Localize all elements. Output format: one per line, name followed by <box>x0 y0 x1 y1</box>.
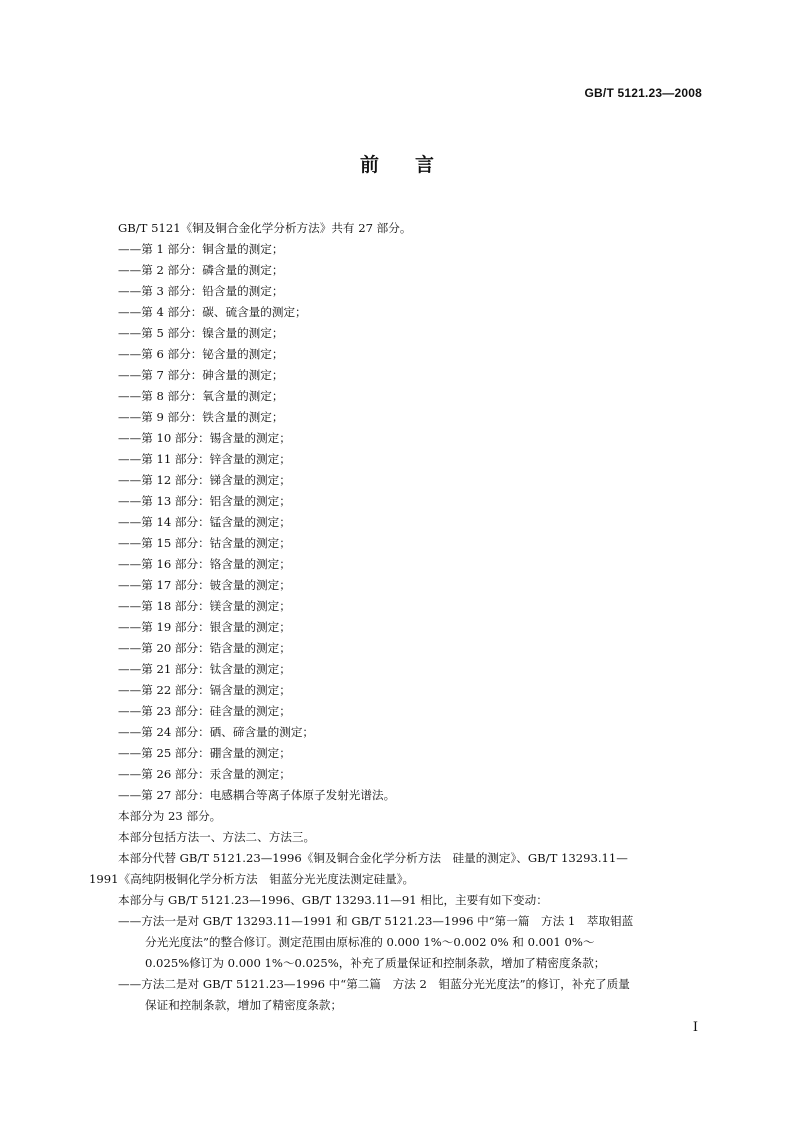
list-item: ——第 27 部分：电感耦合等离子体原子发射光谱法。 <box>118 788 396 802</box>
list-item: ——第 24 部分：硒、碲含量的测定； <box>118 725 315 739</box>
list-item: ——第 6 部分：铋含量的测定； <box>118 347 284 361</box>
list-item: ——第 11 部分：锌含量的测定； <box>118 452 291 466</box>
list-item: ——第 13 部分：铝含量的测定； <box>118 494 291 508</box>
list-item: ——第 1 部分：铜含量的测定； <box>118 242 284 256</box>
intro-line: GB/T 5121《铜及铜合金化学分析方法》共有 27 部分。 <box>118 221 412 235</box>
list-item: ——第 19 部分：银含量的测定； <box>118 620 291 634</box>
paragraph-changes: 本部分与 GB/T 5121.23—1996、GB/T 13293.11—91 相比，主要有如下变动： <box>118 893 548 907</box>
list-item: ——第 15 部分：钴含量的测定； <box>118 536 291 550</box>
document-body <box>89 218 707 1016</box>
change-item-1: ——方法一是对 GB/T 13293.11—1991 和 GB/T 5121.23—1996 中“第一篇 方法 1 萃取钼蓝 <box>118 914 634 928</box>
list-item: ——第 8 部分：氧含量的测定； <box>118 389 284 403</box>
list-item: ——第 25 部分：硼含量的测定； <box>118 746 291 760</box>
list-item: ——第 17 部分：铍含量的测定； <box>118 578 291 592</box>
list-item: ——第 9 部分：铁含量的测定； <box>118 410 284 424</box>
paragraph-replaces-cont: 1991《高纯阴极铜化学分析方法 钼蓝分光光度法测定硅量》。 <box>89 872 415 886</box>
list-item: ——第 2 部分：磷含量的测定； <box>118 263 284 277</box>
change-item-2: ——方法二是对 GB/T 5121.23—1996 中“第二篇 方法 2 钼蓝分光光度法”的修订，补充了质量 <box>118 977 630 991</box>
list-item: ——第 3 部分：铅含量的测定； <box>118 284 284 298</box>
list-item: ——第 20 部分：锆含量的测定； <box>118 641 291 655</box>
list-item: ——第 22 部分：镉含量的测定； <box>118 683 291 697</box>
list-item: ——第 18 部分：镁含量的测定； <box>118 599 291 613</box>
standard-code: GB/T 5121.23—2008 <box>584 86 702 100</box>
list-item: ——第 26 部分：汞含量的测定； <box>118 767 291 781</box>
paragraph-methods: 本部分包括方法一、方法二、方法三。 <box>118 830 316 844</box>
list-item: ——第 12 部分：锑含量的测定； <box>118 473 291 487</box>
list-item: ——第 5 部分：镍含量的测定； <box>118 326 284 340</box>
change-item-1-cont: 分光光度法”的整合修订。测定范围由原标准的 0.000 1%～0.002 0% 和 0.001 0%～ <box>145 935 595 949</box>
list-item: ——第 10 部分：锡含量的测定； <box>118 431 291 445</box>
parts-list <box>89 239 707 806</box>
list-item: ——第 21 部分：钛含量的测定； <box>118 662 291 676</box>
list-item: ——第 14 部分：锰含量的测定； <box>118 515 291 529</box>
list-item: ——第 23 部分：硅含量的测定； <box>118 704 291 718</box>
list-item: ——第 7 部分：砷含量的测定； <box>118 368 284 382</box>
page-number: I <box>692 1020 698 1035</box>
paragraph-replaces: 本部分代替 GB/T 5121.23—1996《铜及铜合金化学分析方法 硅量的测定》、GB/T 13293.11— <box>118 851 628 865</box>
paragraph-part-count: 本部分为 23 部分。 <box>118 809 222 823</box>
change-item-2-cont: 保证和控制条款，增加了精密度条款； <box>145 998 343 1012</box>
list-item: ——第 16 部分：铬含量的测定； <box>118 557 291 571</box>
list-item: ——第 4 部分：碳、硫含量的测定； <box>118 305 307 319</box>
page-title: 前言 <box>359 154 470 176</box>
change-item-1-cont: 0.025%修订为 0.000 1%～0.025%，补充了质量保证和控制条款，增加了精密度条款； <box>145 956 606 970</box>
